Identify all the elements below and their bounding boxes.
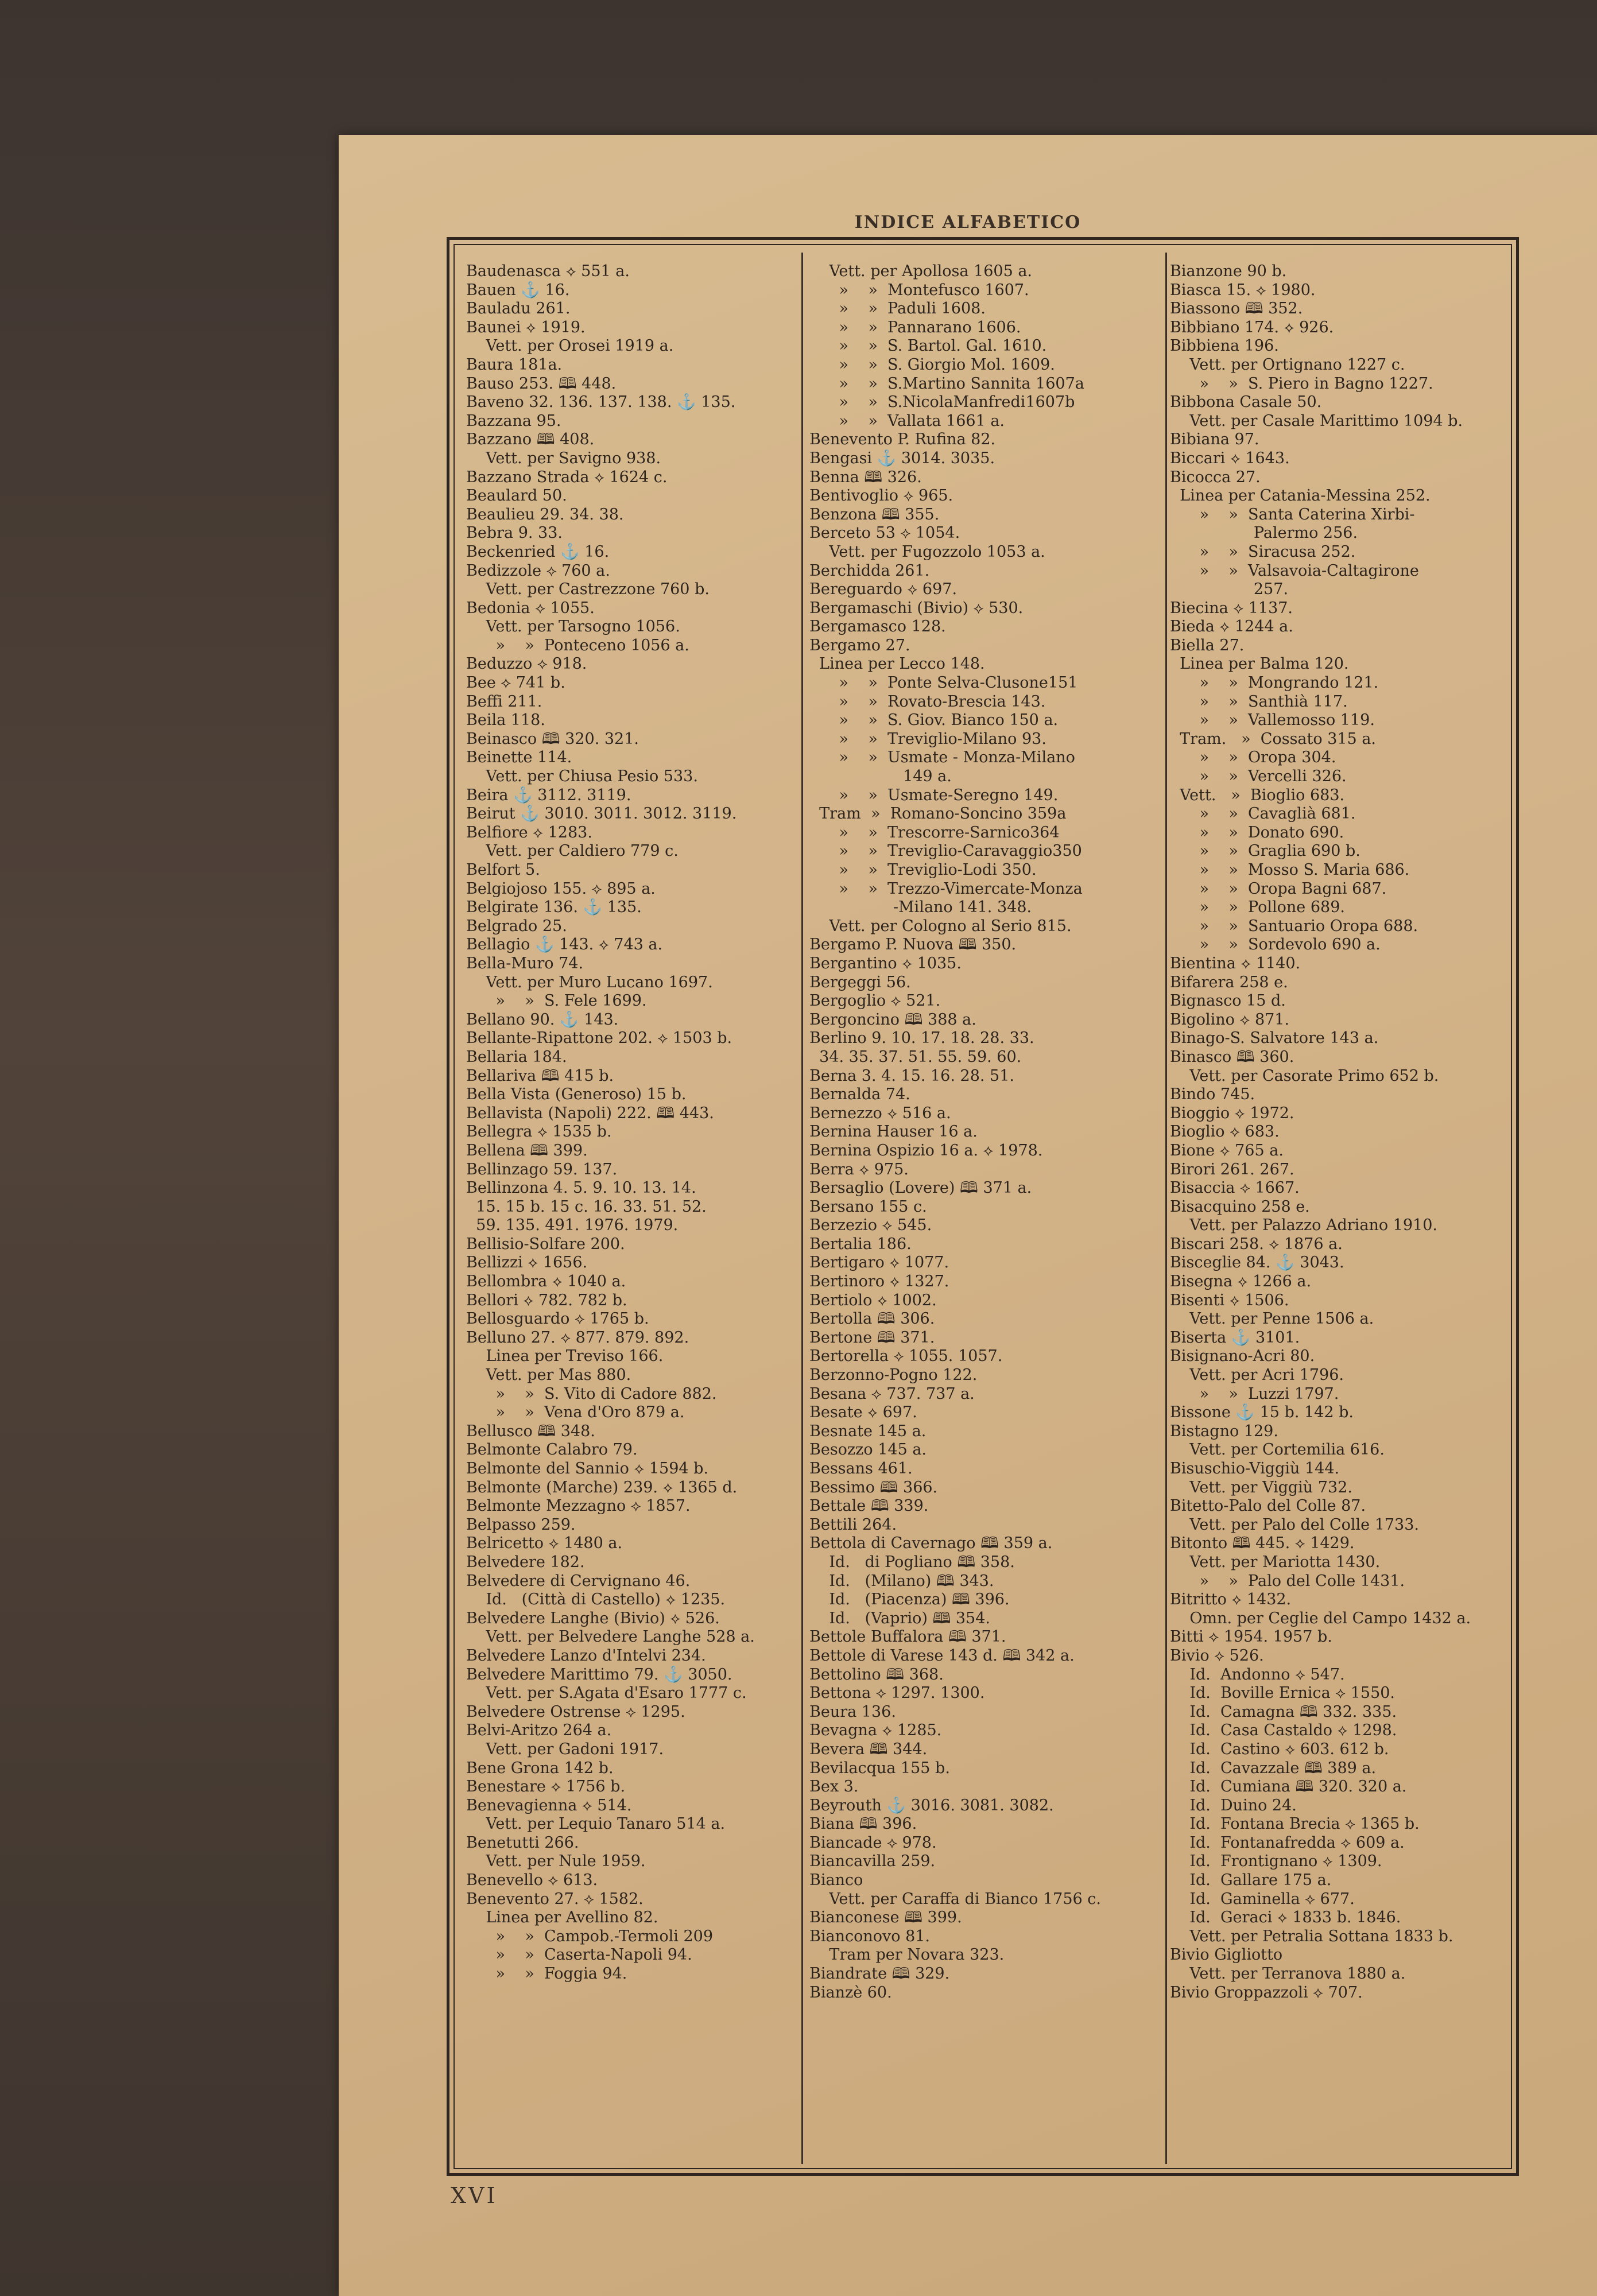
index-entry: Bevera 🕮 344. — [809, 1740, 928, 1758]
index-entry: Bioglio ⟡ 683. — [1170, 1123, 1280, 1141]
index-entry: Bertinoro ⟡ 1327. — [809, 1273, 949, 1291]
index-entry: Beckenried ⚓ 16. — [466, 542, 610, 561]
index-entry: Vett. per Ortignano 1227 c. — [1170, 355, 1405, 374]
index-entry: Bellori ⟡ 782. 782 b. — [466, 1291, 627, 1309]
index-entry: Belpasso 259. — [466, 1515, 576, 1534]
index-entry: Vett. » Bioglio 683. — [1170, 786, 1345, 804]
index-entry: Id. (Vaprio) 🕮 354. — [809, 1609, 990, 1627]
index-entry: » » S. Giov. Bianco 150 a. — [809, 711, 1059, 730]
index-entry: » » Trezzo-Vimercate-Monza — [809, 879, 1083, 898]
index-entry: Bergantino ⟡ 1035. — [809, 954, 962, 972]
index-entry: Bivio Groppazzoli ⟡ 707. — [1170, 1983, 1363, 2002]
index-entry: Bianzè 60. — [809, 1983, 892, 2002]
index-entry: » » Palo del Colle 1431. — [1170, 1572, 1405, 1590]
index-entry: » » Vena d'Oro 879 a. — [466, 1403, 685, 1422]
index-entry: Baveno 32. 136. 137. 138. ⚓ 135. — [466, 393, 736, 412]
index-entry: Id. Andonno ⟡ 547. — [1170, 1665, 1345, 1684]
index-entry: Belmonte Calabro 79. — [466, 1441, 638, 1459]
index-entry: Bazzano Strada ⟡ 1624 c. — [466, 468, 668, 486]
index-entry: Bettolino 🕮 368. — [809, 1665, 944, 1684]
index-entry: » » S.Martino Sannita 1607a — [809, 374, 1084, 393]
index-entry: Bergamasco 128. — [809, 618, 946, 636]
index-entry: Bebra 9. 33. — [466, 524, 563, 542]
index-entry: Id. Duino 24. — [1170, 1796, 1297, 1814]
index-entry: Vett. per Castrezzone 760 b. — [466, 580, 710, 599]
index-entry: Bertorella ⟡ 1055. 1057. — [809, 1347, 1003, 1366]
index-entry: Bedizzole ⟡ 760 a. — [466, 561, 610, 580]
index-entry: » » Valsavoia-Caltagirone — [1170, 561, 1419, 580]
index-entry: Besnate 145 a. — [809, 1422, 927, 1440]
index-entry: Id. Geraci ⟡ 1833 b. 1846. — [1170, 1909, 1401, 1927]
index-entry: Bibbiano 174. ⟡ 926. — [1170, 318, 1334, 336]
index-entry: » » S. Piero in Bagno 1227. — [1170, 374, 1433, 393]
index-entry: Tram. » Cossato 315 a. — [1170, 730, 1377, 748]
index-entry: Bellinzago 59. 137. — [466, 1160, 618, 1178]
index-entry: Bernalda 74. — [809, 1085, 910, 1104]
index-entry: Bereguardo ⟡ 697. — [809, 580, 958, 599]
index-entry: Id. Castino ⟡ 603. 612 b. — [1170, 1740, 1389, 1758]
index-entry: » » Vallemosso 119. — [1170, 711, 1375, 730]
index-entry: Berceto 53 ⟡ 1054. — [809, 524, 960, 542]
index-entry: » » Vallata 1661 a. — [809, 412, 1005, 430]
index-entry: Bentivoglio ⟡ 965. — [809, 487, 953, 505]
index-entry: Biecina ⟡ 1137. — [1170, 599, 1293, 617]
index-entry: Bellavista (Napoli) 222. 🕮 443. — [466, 1104, 714, 1122]
index-entry: Bevagna ⟡ 1285. — [809, 1721, 942, 1740]
index-entry: Bee ⟡ 741 b. — [466, 674, 565, 692]
index-entry: Bauso 253. 🕮 448. — [466, 374, 617, 393]
index-entry: Linea per Catania-Messina 252. — [1170, 487, 1431, 505]
index-entry: Vett. per Chiusa Pesio 533. — [466, 767, 698, 786]
index-entry: Baunei ⟡ 1919. — [466, 318, 586, 336]
index-entry: Bex 3. — [809, 1778, 859, 1796]
index-entry: Id. (Milano) 🕮 343. — [809, 1572, 994, 1590]
index-entry: Bianco — [809, 1871, 863, 1890]
index-entry: Baudenasca ⟡ 551 a. — [466, 262, 630, 280]
index-entry: Bellombra ⟡ 1040 a. — [466, 1273, 626, 1291]
index-entry: Bibiana 97. — [1170, 430, 1259, 449]
index-entry: Bergamo P. Nuova 🕮 350. — [809, 936, 1017, 954]
index-entry: » » Rovato-Brescia 143. — [809, 692, 1046, 711]
index-entry: Berna 3. 4. 15. 16. 28. 51. — [809, 1066, 1014, 1085]
index-entry: Bettona ⟡ 1297. 1300. — [809, 1684, 985, 1702]
index-entry: » » Pollone 689. — [1170, 898, 1345, 917]
index-entry: Bellante-Ripattone 202. ⟡ 1503 b. — [466, 1029, 732, 1048]
index-entry: Bisenti ⟡ 1506. — [1170, 1291, 1289, 1309]
index-entry: Berzonno-Pogno 122. — [809, 1366, 978, 1384]
index-entry: » » S. Bartol. Gal. 1610. — [809, 337, 1047, 355]
index-entry: Bessimo 🕮 366. — [809, 1478, 938, 1496]
index-entry: » » Sordevolo 690 a. — [1170, 936, 1381, 954]
index-entry: Beaulard 50. — [466, 487, 567, 505]
index-entry: Bianconese 🕮 399. — [809, 1909, 962, 1927]
index-entry: Beirut ⚓ 3010. 3011. 3012. 3119. — [466, 805, 737, 823]
index-column-2 — [809, 262, 1165, 2168]
index-entry: Biserta ⚓ 3101. — [1170, 1328, 1300, 1347]
index-entry: 59. 135. 491. 1976. 1979. — [466, 1216, 679, 1235]
index-entry: Bergeggi 56. — [809, 973, 911, 991]
index-entry: Belmonte (Marche) 239. ⟡ 1365 d. — [466, 1478, 738, 1496]
index-entry: Vett. per Casale Marittimo 1094 b. — [1170, 412, 1463, 430]
index-entry: » » S. Giorgio Mol. 1609. — [809, 355, 1055, 374]
index-entry: Beinette 114. — [466, 748, 572, 767]
index-entry: Bellano 90. ⚓ 143. — [466, 1010, 619, 1029]
index-entry: Id. Fontana Brecia ⟡ 1365 b. — [1170, 1815, 1420, 1833]
index-entry: Bella Vista (Generoso) 15 b. — [466, 1085, 687, 1104]
index-entry: Id. Gaminella ⟡ 677. — [1170, 1890, 1355, 1908]
index-entry: Belvedere Marittimo 79. ⚓ 3050. — [466, 1665, 732, 1684]
index-entry: Vett. per Gadoni 1917. — [466, 1740, 664, 1758]
index-entry: Vett. per Acri 1796. — [1170, 1366, 1344, 1384]
index-entry: » » Graglia 690 b. — [1170, 842, 1360, 860]
index-entry: Bergoncino 🕮 388 a. — [809, 1010, 976, 1029]
index-entry: Berra ⟡ 975. — [809, 1160, 909, 1178]
index-entry: » » Pannarano 1606. — [809, 318, 1021, 336]
index-entry: Vett. per Apollosa 1605 a. — [809, 262, 1033, 280]
index-entry: Bindo 745. — [1170, 1085, 1255, 1104]
index-entry: Bellisio-Solfare 200. — [466, 1235, 625, 1253]
index-entry: Benevagienna ⟡ 514. — [466, 1796, 632, 1814]
index-entry: Bisegna ⟡ 1266 a. — [1170, 1273, 1312, 1291]
index-entry: Vett. per Tarsogno 1056. — [466, 618, 680, 636]
index-entry: Belmonte del Sannio ⟡ 1594 b. — [466, 1460, 709, 1477]
index-entry: » » Paduli 1608. — [809, 300, 986, 318]
index-entry: Id. (Piacenza) 🕮 396. — [809, 1591, 1010, 1609]
index-entry: Bellena 🕮 399. — [466, 1141, 588, 1159]
index-entry: Binasco 🕮 360. — [1170, 1048, 1294, 1066]
index-entry: Bertigaro ⟡ 1077. — [809, 1254, 949, 1272]
index-entry: Bersano 155 c. — [809, 1197, 927, 1216]
index-entry: Id. Casa Castaldo ⟡ 1298. — [1170, 1721, 1397, 1740]
index-entry: Omn. per Ceglie del Campo 1432 a. — [1170, 1609, 1471, 1627]
index-entry: Beffi 211. — [466, 692, 542, 711]
index-entry: Bazzana 95. — [466, 412, 561, 430]
index-entry: Bitti ⟡ 1954. 1957 b. — [1170, 1628, 1332, 1646]
index-entry: Id. di Pogliano 🕮 358. — [809, 1553, 1015, 1571]
index-entry: » » Treviglio-Caravaggio350 — [809, 842, 1082, 860]
index-entry: » » Treviglio-Milano 93. — [809, 730, 1046, 748]
index-entry: Biandrate 🕮 329. — [809, 1965, 950, 1983]
index-entry: Benestare ⟡ 1756 b. — [466, 1778, 626, 1796]
index-entry: Bauladu 261. — [466, 300, 571, 318]
index-entry: » » Montefusco 1607. — [809, 281, 1029, 299]
index-entry: Vett. per Palo del Colle 1733. — [1170, 1515, 1419, 1534]
index-entry: Belgrado 25. — [466, 917, 567, 935]
index-entry: Bellagio ⚓ 143. ⟡ 743 a. — [466, 936, 663, 954]
index-entry: » » Trescorre-Sarnico364 — [809, 823, 1060, 841]
index-entry: Belgiojoso 155. ⟡ 895 a. — [466, 879, 656, 898]
index-entry: Vett. per Caldiero 779 c. — [466, 842, 679, 860]
index-entry: » » S. Fele 1699. — [466, 992, 647, 1010]
index-entry: Benevento P. Rufina 82. — [809, 430, 996, 449]
index-entry: Vett. per Belvedere Langhe 528 a. — [466, 1628, 755, 1646]
index-entry: Belmonte Mezzagno ⟡ 1857. — [466, 1497, 691, 1515]
index-entry: » » Mongrando 121. — [1170, 674, 1379, 692]
index-entry: Bernina Ospizio 16 a. ⟡ 1978. — [809, 1141, 1043, 1159]
index-entry: Vett. per Cologno al Serio 815. — [809, 917, 1072, 935]
index-entry: Bersaglio (Lovere) 🕮 371 a. — [809, 1179, 1032, 1197]
index-entry: Baura 181a. — [466, 355, 563, 374]
index-column-3 — [1170, 262, 1506, 2168]
index-entry: Bazzano 🕮 408. — [466, 430, 595, 449]
index-entry: » » Santa Caterina Xirbi- — [1170, 505, 1415, 523]
index-entry: Bistagno 129. — [1170, 1422, 1278, 1440]
index-entry: Bergamo 27. — [809, 636, 910, 654]
index-entry: Vett. per Palazzo Adriano 1910. — [1170, 1216, 1437, 1235]
index-entry: Bellegra ⟡ 1535 b. — [466, 1123, 612, 1141]
index-entry: » » Usmate-Seregno 149. — [809, 786, 1059, 804]
index-entry: Vett. per Muro Lucano 1697. — [466, 973, 713, 991]
index-entry: Belfort 5. — [466, 861, 540, 879]
index-entry: Bellusco 🕮 348. — [466, 1422, 595, 1440]
index-entry: » » Campob.-Termoli 209 — [466, 1927, 713, 1945]
index-entry: Bettole di Varese 143 d. 🕮 342 a. — [809, 1646, 1075, 1665]
index-entry: » » S. Vito di Cadore 882. — [466, 1384, 717, 1403]
index-entry: Besana ⟡ 737. 737 a. — [809, 1384, 975, 1403]
index-entry: Biassono 🕮 352. — [1170, 300, 1303, 318]
index-entry: Berzezio ⟡ 545. — [809, 1216, 932, 1235]
index-entry: Bianzone 90 b. — [1170, 262, 1287, 280]
index-entry: Besate ⟡ 697. — [809, 1403, 917, 1422]
index-entry: Vett. per Cortemilia 616. — [1170, 1441, 1385, 1459]
column-divider-1 — [801, 253, 803, 2164]
index-entry: -Milano 141. 348. — [809, 898, 1032, 917]
index-entry: Bione ⟡ 765 a. — [1170, 1141, 1284, 1159]
index-entry: Bisacquino 258 e. — [1170, 1197, 1310, 1216]
index-entry: Beyrouth ⚓ 3016. 3081. 3082. — [809, 1796, 1054, 1814]
index-entry: » » Usmate - Monza-Milano — [809, 748, 1075, 767]
index-entry: Berlino 9. 10. 17. 18. 28. 33. — [809, 1029, 1034, 1048]
index-entry: Benevento 27. ⟡ 1582. — [466, 1890, 644, 1908]
index-entry: Bitetto-Palo del Colle 87. — [1170, 1497, 1366, 1515]
index-column-1 — [466, 262, 799, 2168]
index-entry: Bitonto 🕮 445. ⟡ 1429. — [1170, 1534, 1355, 1553]
index-entry: Bisignano-Acri 80. — [1170, 1347, 1315, 1366]
index-entry: Biana 🕮 396. — [809, 1815, 917, 1833]
index-entry: Vett. per Fugozzolo 1053 a. — [809, 542, 1045, 561]
index-entry: » » Luzzi 1797. — [1170, 1384, 1339, 1403]
index-entry: Benna 🕮 326. — [809, 468, 922, 486]
index-entry: » » Foggia 94. — [466, 1965, 627, 1983]
index-entry: Bessans 461. — [809, 1460, 913, 1477]
index-entry: » » Santuario Oropa 688. — [1170, 917, 1418, 935]
index-entry: Bignasco 15 d. — [1170, 992, 1286, 1010]
index-entry: Id. (Città di Castello) ⟡ 1235. — [466, 1591, 726, 1609]
index-entry: Belluno 27. ⟡ 877. 879. 892. — [466, 1328, 689, 1347]
index-entry: 149 a. — [809, 767, 952, 786]
index-entry: Bigolino ⟡ 871. — [1170, 1010, 1290, 1029]
index-entry: Linea per Avellino 82. — [466, 1909, 658, 1927]
index-entry: Tram per Novara 323. — [809, 1946, 1005, 1964]
index-entry: Bibbona Casale 50. — [1170, 393, 1322, 412]
index-entry: Id. Boville Ernica ⟡ 1550. — [1170, 1684, 1396, 1702]
index-entry: Bicocca 27. — [1170, 468, 1261, 486]
index-entry: Bisuschio-Viggiù 144. — [1170, 1460, 1340, 1477]
index-entry: Bettili 264. — [809, 1515, 897, 1534]
index-entry: Belfiore ⟡ 1283. — [466, 823, 592, 841]
index-entry: Belvedere Langhe (Bivio) ⟡ 526. — [466, 1609, 720, 1627]
index-entry: » » Siracusa 252. — [1170, 542, 1356, 561]
index-entry: Besozzo 145 a. — [809, 1441, 927, 1459]
index-entry: Bengasi ⚓ 3014. 3035. — [809, 449, 995, 467]
index-entry: Id. Camagna 🕮 332. 335. — [1170, 1702, 1397, 1721]
index-entry: » » Vercelli 326. — [1170, 767, 1347, 786]
index-entry: Bergamaschi (Bivio) ⟡ 530. — [809, 599, 1024, 617]
index-entry: Vett. per Mariotta 1430. — [1170, 1553, 1381, 1571]
index-entry: Belvedere 182. — [466, 1553, 585, 1571]
index-entry: Bisceglie 84. ⚓ 3043. — [1170, 1254, 1344, 1272]
index-entry: Vett. per Savigno 938. — [466, 449, 661, 467]
index-entry: 257. — [1170, 580, 1289, 599]
index-entry: Vett. per Mas 880. — [466, 1366, 631, 1384]
index-entry: Vett. per Terranova 1880 a. — [1170, 1965, 1406, 1983]
index-entry: Bauen ⚓ 16. — [466, 281, 570, 299]
index-entry: Belvedere Lanzo d'Intelvi 234. — [466, 1646, 706, 1665]
index-entry: Id. Fontanafredda ⟡ 609 a. — [1170, 1833, 1405, 1852]
index-entry: Vett. per Orosei 1919 a. — [466, 337, 674, 355]
index-entry: Tram » Romano-Soncino 359a — [809, 805, 1067, 823]
index-entry: Bibbiena 196. — [1170, 337, 1279, 355]
book-page — [339, 135, 1597, 2296]
index-entry: » » Oropa 304. — [1170, 748, 1336, 767]
index-entry: Bivio Gigliotto — [1170, 1946, 1283, 1964]
index-entry: Bellizzi ⟡ 1656. — [466, 1254, 588, 1272]
index-entry: Linea per Balma 120. — [1170, 655, 1349, 673]
index-entry: Bertone 🕮 371. — [809, 1328, 935, 1347]
index-entry: Benetutti 266. — [466, 1833, 579, 1852]
index-entry: Bellariva 🕮 415 b. — [466, 1066, 614, 1085]
index-entry: Belricetto ⟡ 1480 a. — [466, 1534, 623, 1553]
index-entry: Benzona 🕮 355. — [809, 505, 940, 523]
index-entry: Id. Cavazzale 🕮 389 a. — [1170, 1759, 1377, 1777]
index-entry: Beduzzo ⟡ 918. — [466, 655, 587, 673]
index-entry: Belvedere di Cervignano 46. — [466, 1572, 691, 1590]
index-entry: Id. Frontignano ⟡ 1309. — [1170, 1852, 1382, 1871]
index-entry: Bioggio ⟡ 1972. — [1170, 1104, 1294, 1122]
index-entry: 15. 15 b. 15 c. 16. 33. 51. 52. — [466, 1197, 707, 1216]
index-entry: Bertolla 🕮 306. — [809, 1310, 935, 1328]
index-entry: Bettole Buffalora 🕮 371. — [809, 1628, 1006, 1646]
index-entry: Biccari ⟡ 1643. — [1170, 449, 1290, 467]
index-entry: Birori 261. 267. — [1170, 1160, 1294, 1178]
index-entry: Biancavilla 259. — [809, 1852, 936, 1871]
index-entry: Vett. per Petralia Sottana 1833 b. — [1170, 1927, 1453, 1945]
index-entry: Linea per Treviso 166. — [466, 1347, 664, 1366]
index-entry: » » S.NicolaManfredi1607b — [809, 393, 1075, 412]
index-entry: Belvedere Ostrense ⟡ 1295. — [466, 1702, 685, 1721]
index-entry: Id. Cumiana 🕮 320. 320 a. — [1170, 1778, 1407, 1796]
index-entry: Bedonia ⟡ 1055. — [466, 599, 595, 617]
index-entry: Vett. per Penne 1506 a. — [1170, 1310, 1374, 1328]
index-entry: Bellinzona 4. 5. 9. 10. 13. 14. — [466, 1179, 696, 1197]
index-entry: » » Santhià 117. — [1170, 692, 1348, 711]
index-entry: Berchidda 261. — [809, 561, 930, 580]
index-entry: Vett. per Viggiù 732. — [1170, 1478, 1352, 1496]
index-entry: Benevello ⟡ 613. — [466, 1871, 598, 1890]
index-entry: » » Ponte Selva-Clusone151 — [809, 674, 1078, 692]
index-entry: Linea per Lecco 148. — [809, 655, 985, 673]
index-entry: Bertiolo ⟡ 1002. — [809, 1291, 937, 1309]
index-entry: Beaulieu 29. 34. 38. — [466, 505, 624, 523]
index-entry: Bettola di Cavernago 🕮 359 a. — [809, 1534, 1053, 1553]
index-entry: Biscari 258. ⟡ 1876 a. — [1170, 1235, 1343, 1253]
index-entry: Bene Grona 142 b. — [466, 1759, 614, 1777]
index-entry: Bellosguardo ⟡ 1765 b. — [466, 1310, 649, 1328]
index-entry: Vett. per Caraffa di Bianco 1756 c. — [809, 1890, 1101, 1908]
index-entry: » » Cavaglià 681. — [1170, 805, 1356, 823]
index-entry: Beinasco 🕮 320. 321. — [466, 730, 639, 748]
page-number: XVI — [451, 2183, 498, 2208]
index-entry: Palermo 256. — [1170, 524, 1358, 542]
index-entry: » » Donato 690. — [1170, 823, 1344, 841]
index-entry: » » Ponteceno 1056 a. — [466, 636, 689, 654]
index-entry: Binago-S. Salvatore 143 a. — [1170, 1029, 1379, 1048]
index-entry: Biasca 15. ⟡ 1980. — [1170, 281, 1316, 299]
index-entry: Bertalia 186. — [809, 1235, 912, 1253]
index-entry: Bientina ⟡ 1140. — [1170, 954, 1301, 972]
index-entry: Bitritto ⟡ 1432. — [1170, 1591, 1292, 1609]
index-entry: Bergoglio ⟡ 521. — [809, 992, 941, 1010]
index-entry: Beura 136. — [809, 1702, 896, 1721]
index-entry: Vett. per S.Agata d'Esaro 1777 c. — [466, 1684, 747, 1702]
index-entry: 34. 35. 37. 51. 55. 59. 60. — [809, 1048, 1022, 1066]
index-entry: » » Oropa Bagni 687. — [1170, 879, 1387, 898]
index-entry: Belgirate 136. ⚓ 135. — [466, 898, 642, 917]
index-entry: Bellaria 184. — [466, 1048, 567, 1066]
column-divider-2 — [1165, 253, 1167, 2164]
index-entry: Bernezzo ⟡ 516 a. — [809, 1104, 951, 1122]
index-entry: Bisaccia ⟡ 1667. — [1170, 1179, 1300, 1197]
index-entry: Bivio ⟡ 526. — [1170, 1646, 1264, 1665]
index-entry: Bianconovo 81. — [809, 1927, 931, 1945]
index-entry: Bissone ⚓ 15 b. 142 b. — [1170, 1403, 1354, 1422]
index-entry: Bevilacqua 155 b. — [809, 1759, 950, 1777]
index-entry: Beira ⚓ 3112. 3119. — [466, 786, 631, 804]
index-entry: Bieda ⟡ 1244 a. — [1170, 618, 1293, 636]
index-entry: Vett. per Nule 1959. — [466, 1852, 646, 1871]
index-entry: » » Mosso S. Maria 686. — [1170, 861, 1410, 879]
index-entry: Bettale 🕮 339. — [809, 1497, 929, 1515]
index-entry: Bifarera 258 e. — [1170, 973, 1288, 991]
page-header: INDICE ALFABETICO — [854, 212, 1082, 232]
index-entry: Belvi-Aritzo 264 a. — [466, 1721, 612, 1740]
index-entry: Vett. per Lequio Tanaro 514 a. — [466, 1815, 726, 1833]
index-entry: » » Caserta-Napoli 94. — [466, 1946, 692, 1964]
index-entry: » » Treviglio-Lodi 350. — [809, 861, 1037, 879]
index-entry: Biella 27. — [1170, 636, 1245, 654]
index-entry: Bella-Muro 74. — [466, 954, 584, 972]
index-entry: Beila 118. — [466, 711, 545, 730]
index-entry: Bernina Hauser 16 a. — [809, 1123, 978, 1141]
index-entry: Biancade ⟡ 978. — [809, 1833, 937, 1852]
index-entry: Vett. per Casorate Primo 652 b. — [1170, 1066, 1439, 1085]
index-entry: Id. Gallare 175 a. — [1170, 1871, 1332, 1890]
